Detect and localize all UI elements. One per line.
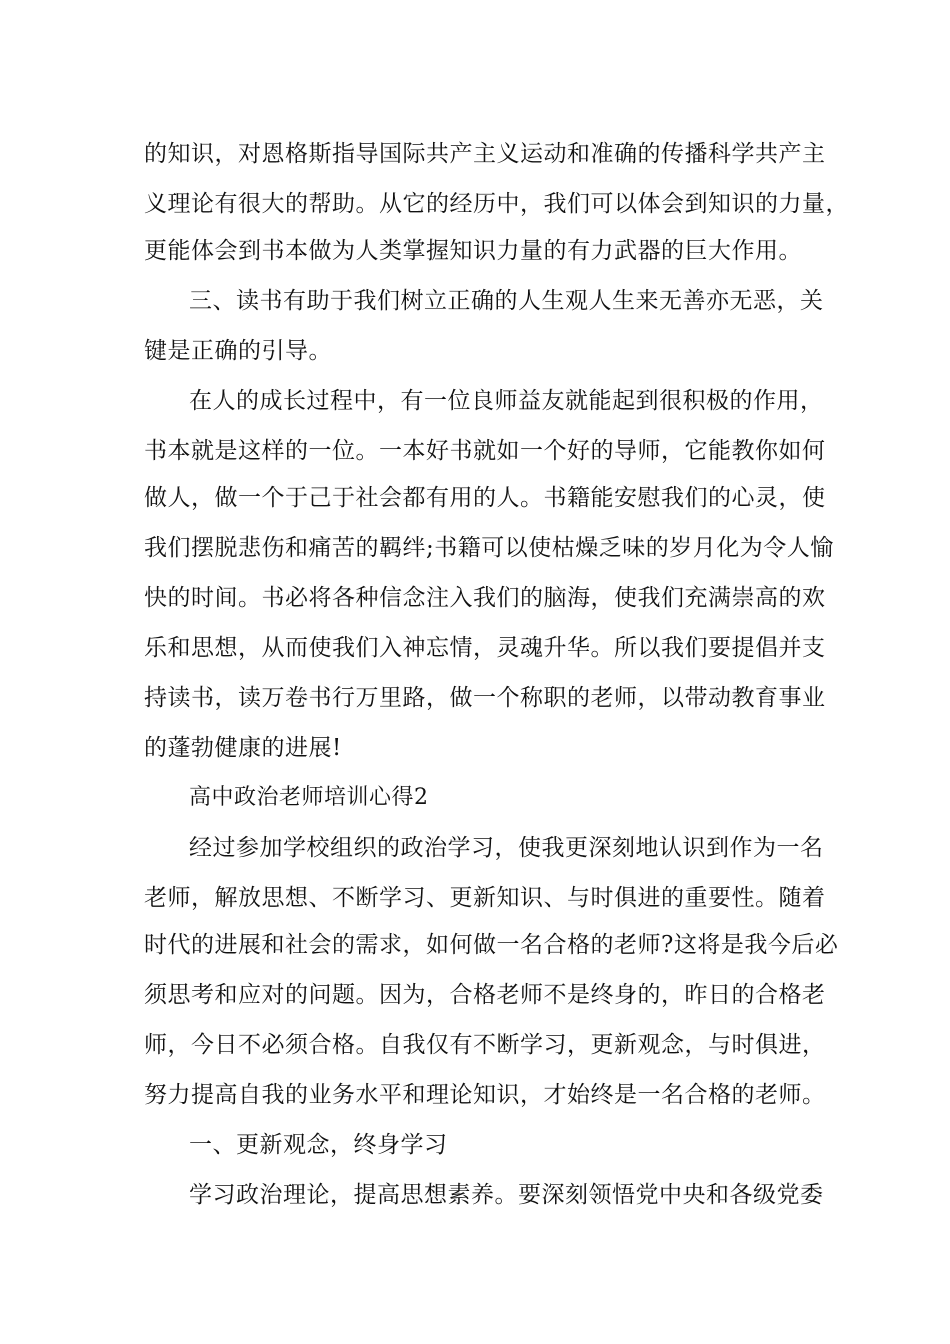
text-line: 做人，做一个于己于社会都有用的人。书籍能安慰我们的心灵，使 — [144, 485, 826, 511]
section-heading-1: 一、更新观念，终身学习 — [189, 1132, 448, 1158]
section-heading-3: 三、读书有助于我们树立正确的人生观人生来无善亦无恶，关 — [189, 288, 824, 314]
text-line: 须思考和应对的问题。因为，合格老师不是终身的，昨日的合格老 — [144, 982, 826, 1008]
text-line: 师，今日不必须合格。自我仅有不断学习，更新观念，与时俱进， — [144, 1032, 826, 1058]
paragraph-start: 学习政治理论，提高思想素养。要深刻领悟党中央和各级党委 — [189, 1182, 824, 1208]
text-line: 乐和思想，从而使我们入神忘情，灵魂升华。所以我们要提倡并支 — [144, 635, 826, 661]
text-line: 的知识，对恩格斯指导国际共产主义运动和准确的传播科学共产主 — [144, 141, 826, 167]
text-line: 快的时间。书必将各种信念注入我们的脑海，使我们充满崇高的欢 — [144, 585, 826, 611]
text-line: 老师，解放思想、不断学习、更新知识、与时俱进的重要性。随着 — [144, 885, 826, 911]
text-line: 更能体会到书本做为人类掌握知识力量的有力武器的巨大作用。 — [144, 238, 802, 264]
text-line: 的蓬勃健康的进展! — [144, 735, 342, 761]
section-title: 高中政治老师培训心得2 — [189, 785, 429, 810]
text-line: 持读书，读万卷书行万里路，做一个称职的老师，以带动教育事业 — [144, 685, 826, 711]
text-line: 努力提高自我的业务水平和理论知识，才始终是一名合格的老师。 — [144, 1082, 826, 1108]
paragraph-start: 在人的成长过程中，有一位良师益友就能起到很积极的作用， — [189, 388, 824, 414]
text-line: 键是正确的引导。 — [144, 338, 332, 364]
text-line: 书本就是这样的一位。一本好书就如一个好的导师，它能教你如何 — [144, 438, 826, 464]
text-line: 时代的进展和社会的需求，如何做一名合格的老师?这将是我今后必 — [144, 932, 839, 958]
text-line: 我们摆脱悲伤和痛苦的羁绊;书籍可以使枯燥乏味的岁月化为令人愉 — [144, 535, 834, 561]
text-line: 义理论有很大的帮助。从它的经历中，我们可以体会到知识的力量， — [144, 191, 849, 217]
paragraph-start: 经过参加学校组织的政治学习，使我更深刻地认识到作为一名 — [189, 835, 824, 861]
